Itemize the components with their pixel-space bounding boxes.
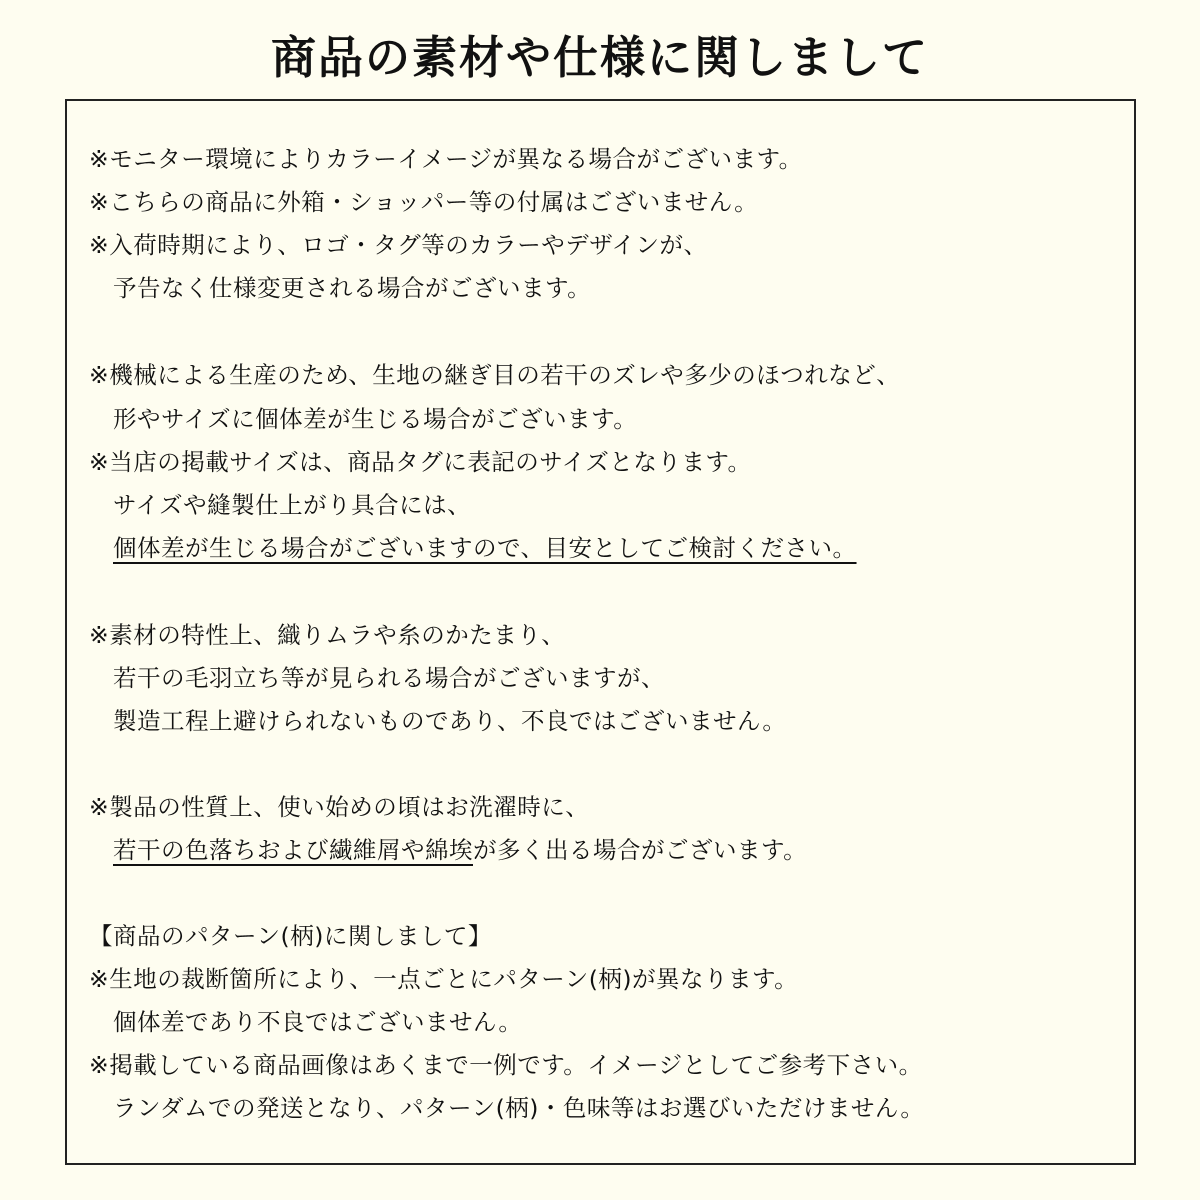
notice-line: 形やサイズに個体差が生じる場合がございます。 (113, 405, 638, 433)
notice-line: ※入荷時期により、ロゴ・タグ等のカラーやデザインが、 (89, 231, 708, 259)
notice-line: ※掲載している商品画像はあくまで一例です。イメージとしてご参考下さい。 (89, 1051, 923, 1079)
section-heading: 【商品のパターン(柄)に関しまして】 (89, 922, 492, 950)
notice-line: 個体差であり不良ではございません。 (113, 1008, 523, 1036)
notice-box (65, 99, 1136, 1165)
notice-line: ※機械による生産のため、生地の継ぎ目の若干のズレや多少のほつれなど、 (89, 361, 901, 389)
notice-line (113, 834, 1124, 866)
notice-line-emphasis: 若干の色落ちおよび繊維屑や綿埃 (113, 836, 473, 864)
notice-line: ※こちらの商品に外箱・ショッパー等の付属はございません。 (89, 188, 759, 216)
notice-line: サイズや縫製仕上がり具合には、 (113, 491, 472, 519)
notice-line-emphasis: 個体差が生じる場合がございますので、目安としてご検討ください。 (113, 534, 857, 562)
notice-line: ※当店の掲載サイズは、商品タグに表記のサイズとなります。 (89, 448, 752, 476)
notice-line: ※素材の特性上、織りムラや糸のかたまり、 (89, 621, 566, 649)
notice-line-rest: が多く出る場合がございます。 (473, 836, 808, 864)
notice-line: 若干の毛羽立ち等が見られる場合がございますが、 (113, 664, 665, 692)
notice-line: ランダムでの発送となり、パターン(柄)・色味等はお選びいただけません。 (113, 1094, 925, 1122)
notice-line: ※製品の性質上、使い始めの頃はお洗濯時に、 (89, 793, 590, 821)
page-title: 商品の素材や仕様に関しまして (270, 31, 929, 84)
notice-line: ※生地の裁断箇所により、一点ごとにパターン(柄)が異なります。 (89, 965, 799, 993)
notice-line: 予告なく仕様変更される場合がございます。 (113, 274, 592, 302)
notice-line: 製造工程上避けられないものであり、不良ではございません。 (113, 707, 787, 735)
notice-line: ※モニター環境によりカラーイメージが異なる場合がございます。 (89, 145, 803, 173)
